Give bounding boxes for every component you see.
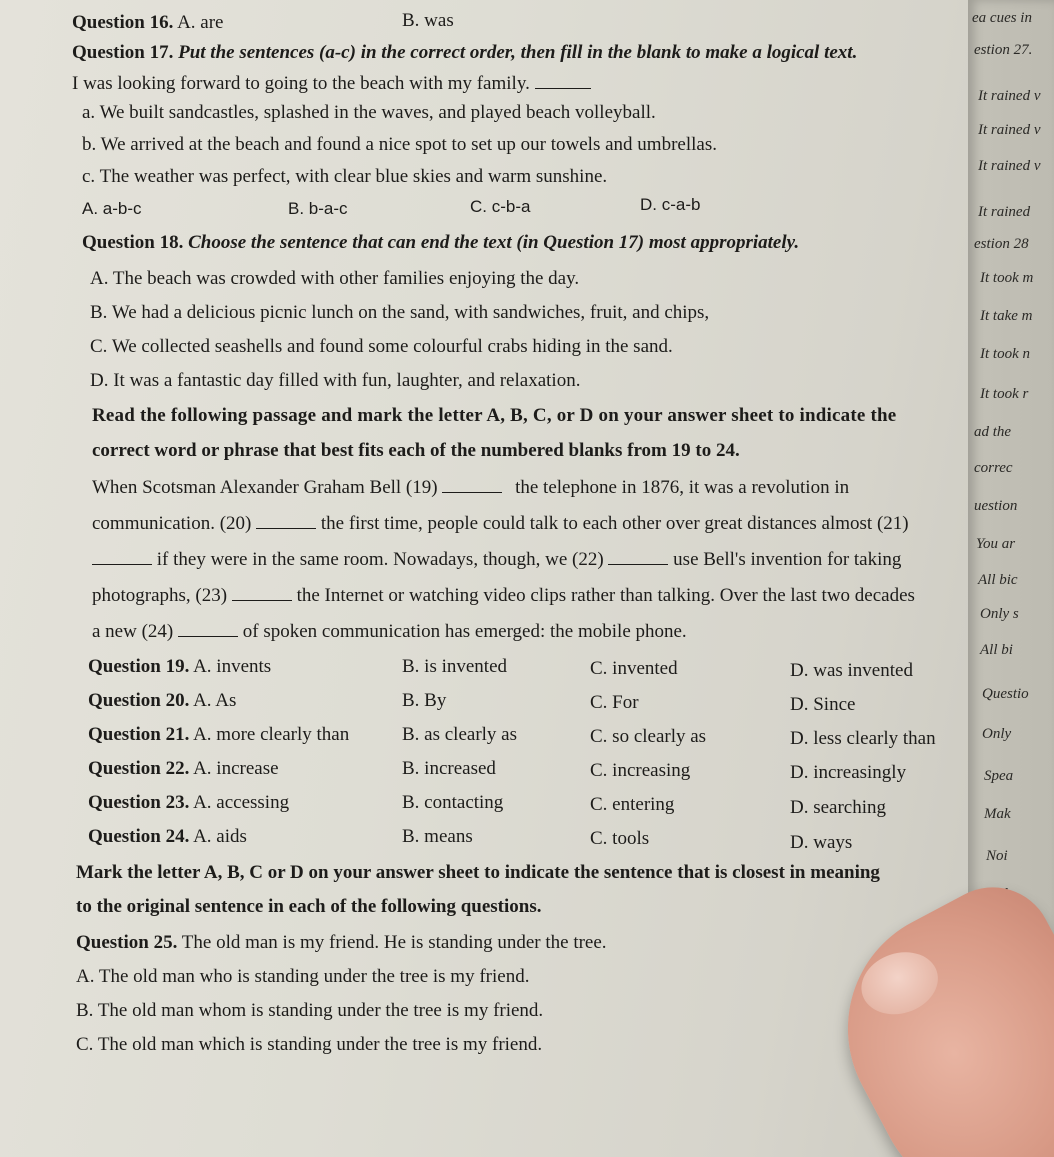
reading-instruction-1: Read the following passage and mark the letter A, B, C, or D on your answer sheet to indicate the: [92, 405, 897, 426]
blank-24: [178, 620, 238, 637]
q18-label: Question 18.: [82, 232, 184, 253]
q17-instruction: Put the sentences (a-c) in the correct order, then fill in the blank to make a logical text.: [178, 42, 858, 63]
side-text-21: Spea: [984, 768, 1014, 784]
q20-option-d: D. Since: [790, 694, 856, 715]
side-text-12: ad the: [974, 424, 1012, 440]
q21-option-d: D. less clearly than: [790, 728, 936, 749]
q18-option-d: D. It was a fantastic day filled with fun, laughter, and relaxation.: [90, 370, 581, 391]
q16-option-a: A. are: [177, 12, 224, 33]
q17-label: Question 17.: [72, 42, 174, 63]
question-24: [88, 826, 247, 848]
side-text-9: It take m: [980, 308, 1033, 324]
passage-l5-a: a new (24): [92, 621, 174, 642]
side-text-4: It rained v: [978, 122, 1041, 138]
q21-option-b: B. as clearly as: [402, 724, 518, 745]
q17-option-c: C. c-b-a: [470, 197, 531, 216]
blank-19: [442, 476, 502, 493]
q16-option-b: B. was: [402, 10, 454, 31]
q23-label: Question 23.: [88, 792, 190, 813]
passage-l4-a: photographs, (23): [92, 585, 228, 606]
q24-option-a: A. aids: [193, 826, 247, 847]
q20-option-b: B. By: [402, 690, 447, 711]
passage-line-5: [92, 620, 687, 643]
blank-23: [232, 584, 292, 601]
passage-line-3: [92, 548, 901, 571]
side-text-18: All bi: [980, 642, 1013, 658]
finger-holding-page: [806, 866, 1054, 1157]
q17-option-d: D. c-a-b: [640, 195, 701, 214]
side-text-20: Only: [982, 726, 1012, 742]
passage-l1-a: When Scotsman Alexander Graham Bell (19): [92, 477, 438, 498]
q18-option-a: A. The beach was crowded with other families enjoying the day.: [90, 268, 580, 289]
q17-intro-text: I was looking forward to going to the beach with my family.: [72, 73, 530, 94]
q16-label: Question 16.: [72, 12, 174, 33]
side-text-11: It took r: [980, 386, 1029, 402]
question-16: [72, 12, 223, 34]
side-text-1: ea cues in: [972, 10, 1032, 26]
side-text-22: Mak: [984, 806, 1011, 822]
question-18: [82, 232, 799, 254]
q17-option-a: A. a-b-c: [82, 199, 142, 218]
q21-label: Question 21.: [88, 724, 190, 745]
q17-sentence-c: c. The weather was perfect, with clear blue skies and warm sunshine.: [82, 166, 608, 187]
q17-blank: [535, 72, 591, 89]
question-20: [88, 690, 236, 712]
fingernail: [853, 943, 946, 1024]
passage-l5-b: of spoken communication has emerged: the mobile phone.: [242, 621, 687, 642]
q24-option-b: B. means: [402, 826, 473, 847]
side-text-19: Questio: [982, 686, 1029, 702]
side-text-14: uestion: [974, 498, 1018, 514]
q19-option-b: B. is invented: [402, 656, 508, 677]
q17-sentence-a: a. We built sandcastles, splashed in the waves, and played beach volleyball.: [82, 102, 656, 123]
blank-22: [608, 548, 668, 565]
passage-line-4: [92, 584, 915, 607]
q22-label: Question 22.: [88, 758, 190, 779]
question-25: [76, 932, 607, 954]
q21-option-c: C. so clearly as: [590, 726, 707, 747]
passage-l1-b: the telephone in 1876, it was a revolution in: [515, 477, 850, 498]
closest-instruction-1: Mark the letter A, B, C or D on your answer sheet to indicate the sentence that is closest in meaning: [76, 862, 880, 883]
passage-l2-a: communication. (20): [92, 513, 252, 534]
q25-stem: The old man is my friend. He is standing under the tree.: [181, 932, 607, 953]
q20-option-c: C. For: [590, 692, 639, 713]
q19-option-d: D. was invented: [790, 660, 913, 681]
q24-label: Question 24.: [88, 826, 190, 847]
q22-option-d: D. increasingly: [790, 762, 907, 783]
q19-option-c: C. invented: [590, 658, 678, 679]
side-text-17: Only s: [980, 606, 1019, 622]
side-text-13: correc: [974, 460, 1013, 476]
side-text-8: It took m: [980, 270, 1034, 286]
side-text-23: Noi: [986, 848, 1008, 864]
q22-option-c: C. increasing: [590, 760, 691, 781]
closest-instruction-2: to the original sentence in each of the following questions.: [76, 896, 542, 917]
q25-option-c: C. The old man which is standing under the tree is my friend.: [76, 1034, 543, 1055]
q25-label: Question 25.: [76, 932, 178, 953]
side-text-7: estion 28: [974, 236, 1029, 252]
side-text-2: estion 27.: [974, 42, 1033, 58]
blank-20: [256, 512, 316, 529]
q17-option-b: B. b-a-c: [288, 199, 348, 218]
side-text-3: It rained v: [978, 88, 1041, 104]
side-text-15: You ar: [976, 536, 1016, 552]
q17-sentence-b: b. We arrived at the beach and found a nice spot to set up our towels and umbrellas.: [82, 134, 717, 155]
q22-option-b: B. increased: [402, 758, 496, 779]
passage-line-1: [92, 476, 849, 499]
q20-option-a: A. As: [193, 690, 237, 711]
q17-intro: [72, 72, 591, 95]
q19-label: Question 19.: [88, 656, 190, 677]
q20-label: Question 20.: [88, 690, 190, 711]
blank-21: [92, 548, 152, 565]
question-23: [88, 792, 289, 814]
side-text-5: It rained v: [978, 158, 1041, 174]
q23-option-a: A. accessing: [193, 792, 290, 813]
question-21: [88, 724, 349, 746]
q22-option-a: A. increase: [193, 758, 279, 779]
question-19: [88, 656, 271, 678]
q24-option-c: C. tools: [590, 828, 650, 849]
passage-line-2: [92, 512, 909, 535]
q25-option-b: B. The old man whom is standing under the tree is my friend.: [76, 1000, 544, 1021]
passage-l3-b: use Bell's invention for taking: [673, 549, 902, 570]
q18-instruction: Choose the sentence that can end the text (in Question 17) most appropriately.: [188, 232, 800, 253]
q18-option-c: C. We collected seashells and found some colourful crabs hiding in the sand.: [90, 336, 673, 357]
passage-l2-b: the first time, people could talk to each other over great distances almost (21): [320, 513, 909, 534]
passage-l3-a: if they were in the same room. Nowadays, though, we (22): [156, 549, 604, 570]
q24-option-d: D. ways: [790, 832, 853, 853]
side-text-6: It rained: [978, 204, 1031, 220]
q23-option-c: C. entering: [590, 794, 675, 815]
q23-option-b: B. contacting: [402, 792, 504, 813]
q23-option-d: D. searching: [790, 797, 887, 818]
q18-option-b: B. We had a delicious picnic lunch on the sand, with sandwiches, fruit, and chips,: [90, 302, 710, 323]
question-17: [72, 42, 857, 64]
q21-option-a: A. more clearly than: [193, 724, 350, 745]
q25-option-a: A. The old man who is standing under the tree is my friend.: [76, 966, 530, 987]
reading-instruction-2: correct word or phrase that best fits each of the numbered blanks from 19 to 24.: [92, 440, 740, 461]
question-22: [88, 758, 279, 780]
q19-option-a: A. invents: [193, 656, 272, 677]
passage-l4-b: the Internet or watching video clips rather than talking. Over the last two decades: [296, 585, 915, 606]
side-text-16: All bic: [978, 572, 1018, 588]
side-text-10: It took n: [980, 346, 1030, 362]
